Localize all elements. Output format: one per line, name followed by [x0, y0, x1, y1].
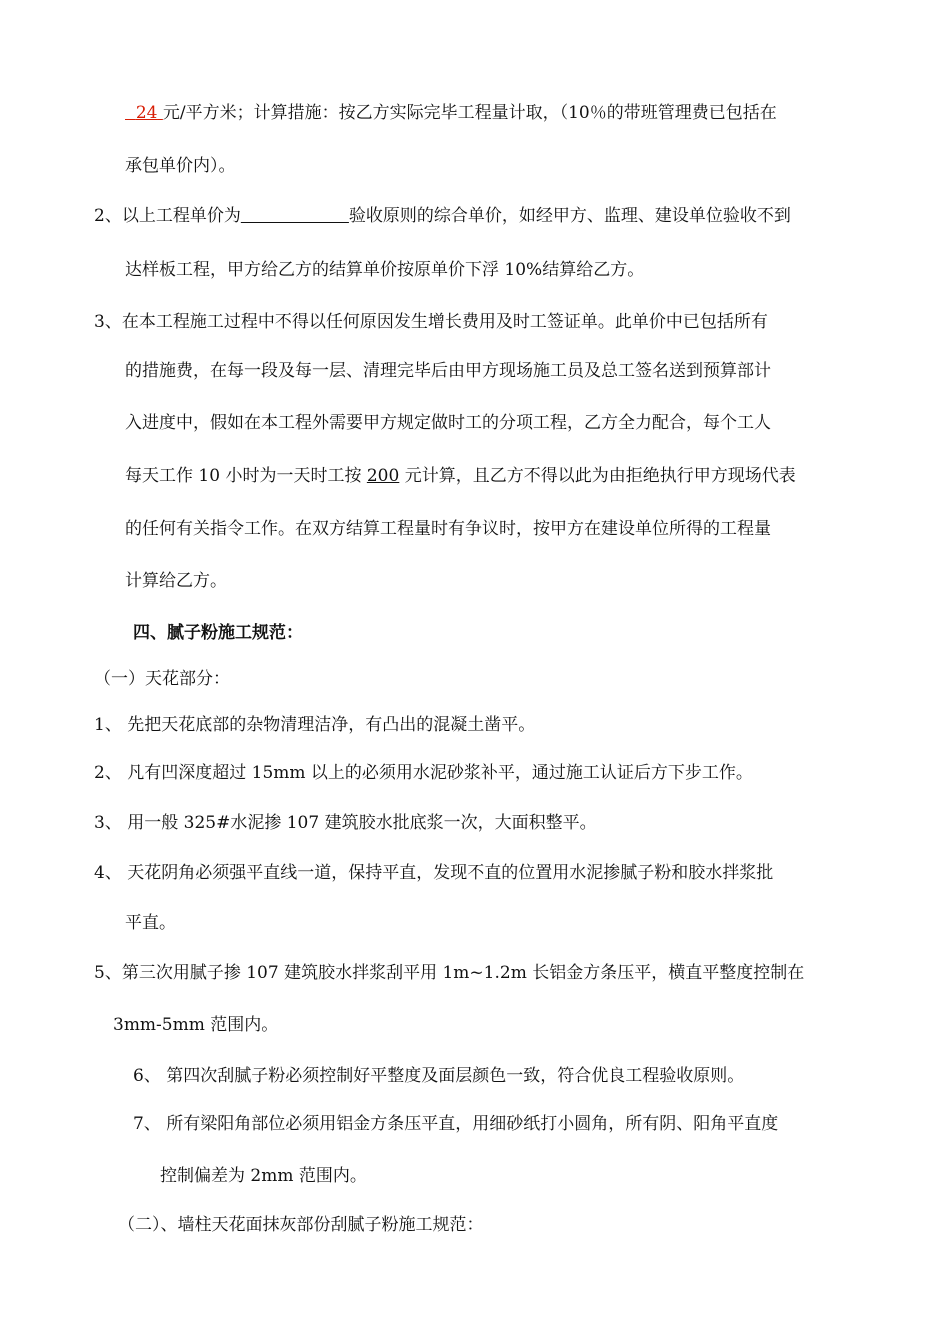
subsection-heading: （二）、墙柱天花面抹灰部份刮腻子粉施工规范： [118, 1215, 484, 1235]
paragraph-line: 达样板工程，甲方给乙方的结算单价按原单价下浮 10%结算给乙方。 [125, 260, 645, 280]
list-item: 4、 天花阴角必须强平直线一道，保持平直，发现不直的位置用水泥掺腻子粉和胶水拌浆批 [94, 863, 774, 883]
list-item-continuation: 控制偏差为 2mm 范围内。 [160, 1166, 367, 1186]
unit-price-value: 24 [135, 103, 158, 123]
list-item-continuation: 平直。 [125, 913, 176, 933]
list-item: 7、 所有梁阳角部位必须用铝金方条压平直，用细砂纸打小圆角，所有阴、阳角平直度 [133, 1114, 779, 1134]
list-item-continuation: 3mm-5mm 范围内。 [113, 1015, 279, 1035]
section-heading: 四、腻子粉施工规范： [133, 623, 303, 643]
daily-wage-value: 200 [366, 466, 400, 486]
paragraph-line: 每天工作 10 小时为一天时工按 200 元计算，且乙方不得以此为由拒绝执行甲方现场代表 [125, 466, 796, 486]
subsection-heading: （一）天花部分： [94, 669, 230, 689]
paragraph-line: 计算给乙方。 [125, 571, 227, 591]
paragraph-line: 承包单价内）。 [125, 156, 236, 176]
paragraph-line: 的措施费，在每一段及每一层、清理完毕后由甲方现场施工员及总工签名送到预算部计 [125, 361, 771, 381]
paragraph-line: 的任何有关指令工作。在双方结算工程量时有争议时，按甲方在建设单位所得的工程量 [125, 519, 771, 539]
paragraph-line: 24 元/平方米；计算措施：按乙方实际完毕工程量计取，（10％的带班管理费已包括在 [125, 102, 777, 124]
list-item: 2、 凡有凹深度超过 15mm 以上的必须用水泥砂浆补平，通过施工认证后方下步工作。 [94, 763, 753, 783]
paragraph-line: 入进度中，假如在本工程外需要甲方规定做时工的分项工程，乙方全力配合，每个工人 [125, 413, 771, 433]
clause-2: 2、以上工程单价为 验收原则的综合单价，如经甲方、监理、建设单位验收不到 [94, 206, 791, 226]
blank-field [241, 206, 349, 226]
list-item: 3、 用一般 325#水泥掺 107 建筑胶水批底浆一次，大面积整平。 [94, 813, 597, 833]
list-item: 6、 第四次刮腻子粉必须控制好平整度及面层颜色一致，符合优良工程验收原则。 [133, 1066, 745, 1086]
list-item: 5、第三次用腻子掺 107 建筑胶水拌浆刮平用 1m~1.2m 长铝金方条压平，横直平整度控制在 [94, 963, 805, 983]
clause-3: 3、在本工程施工过程中不得以任何原因发生增长费用及时工签证单。此单价中已包括所有 [94, 312, 768, 332]
list-item: 1、 先把天花底部的杂物清理洁净，有凸出的混凝土凿平。 [94, 715, 536, 735]
